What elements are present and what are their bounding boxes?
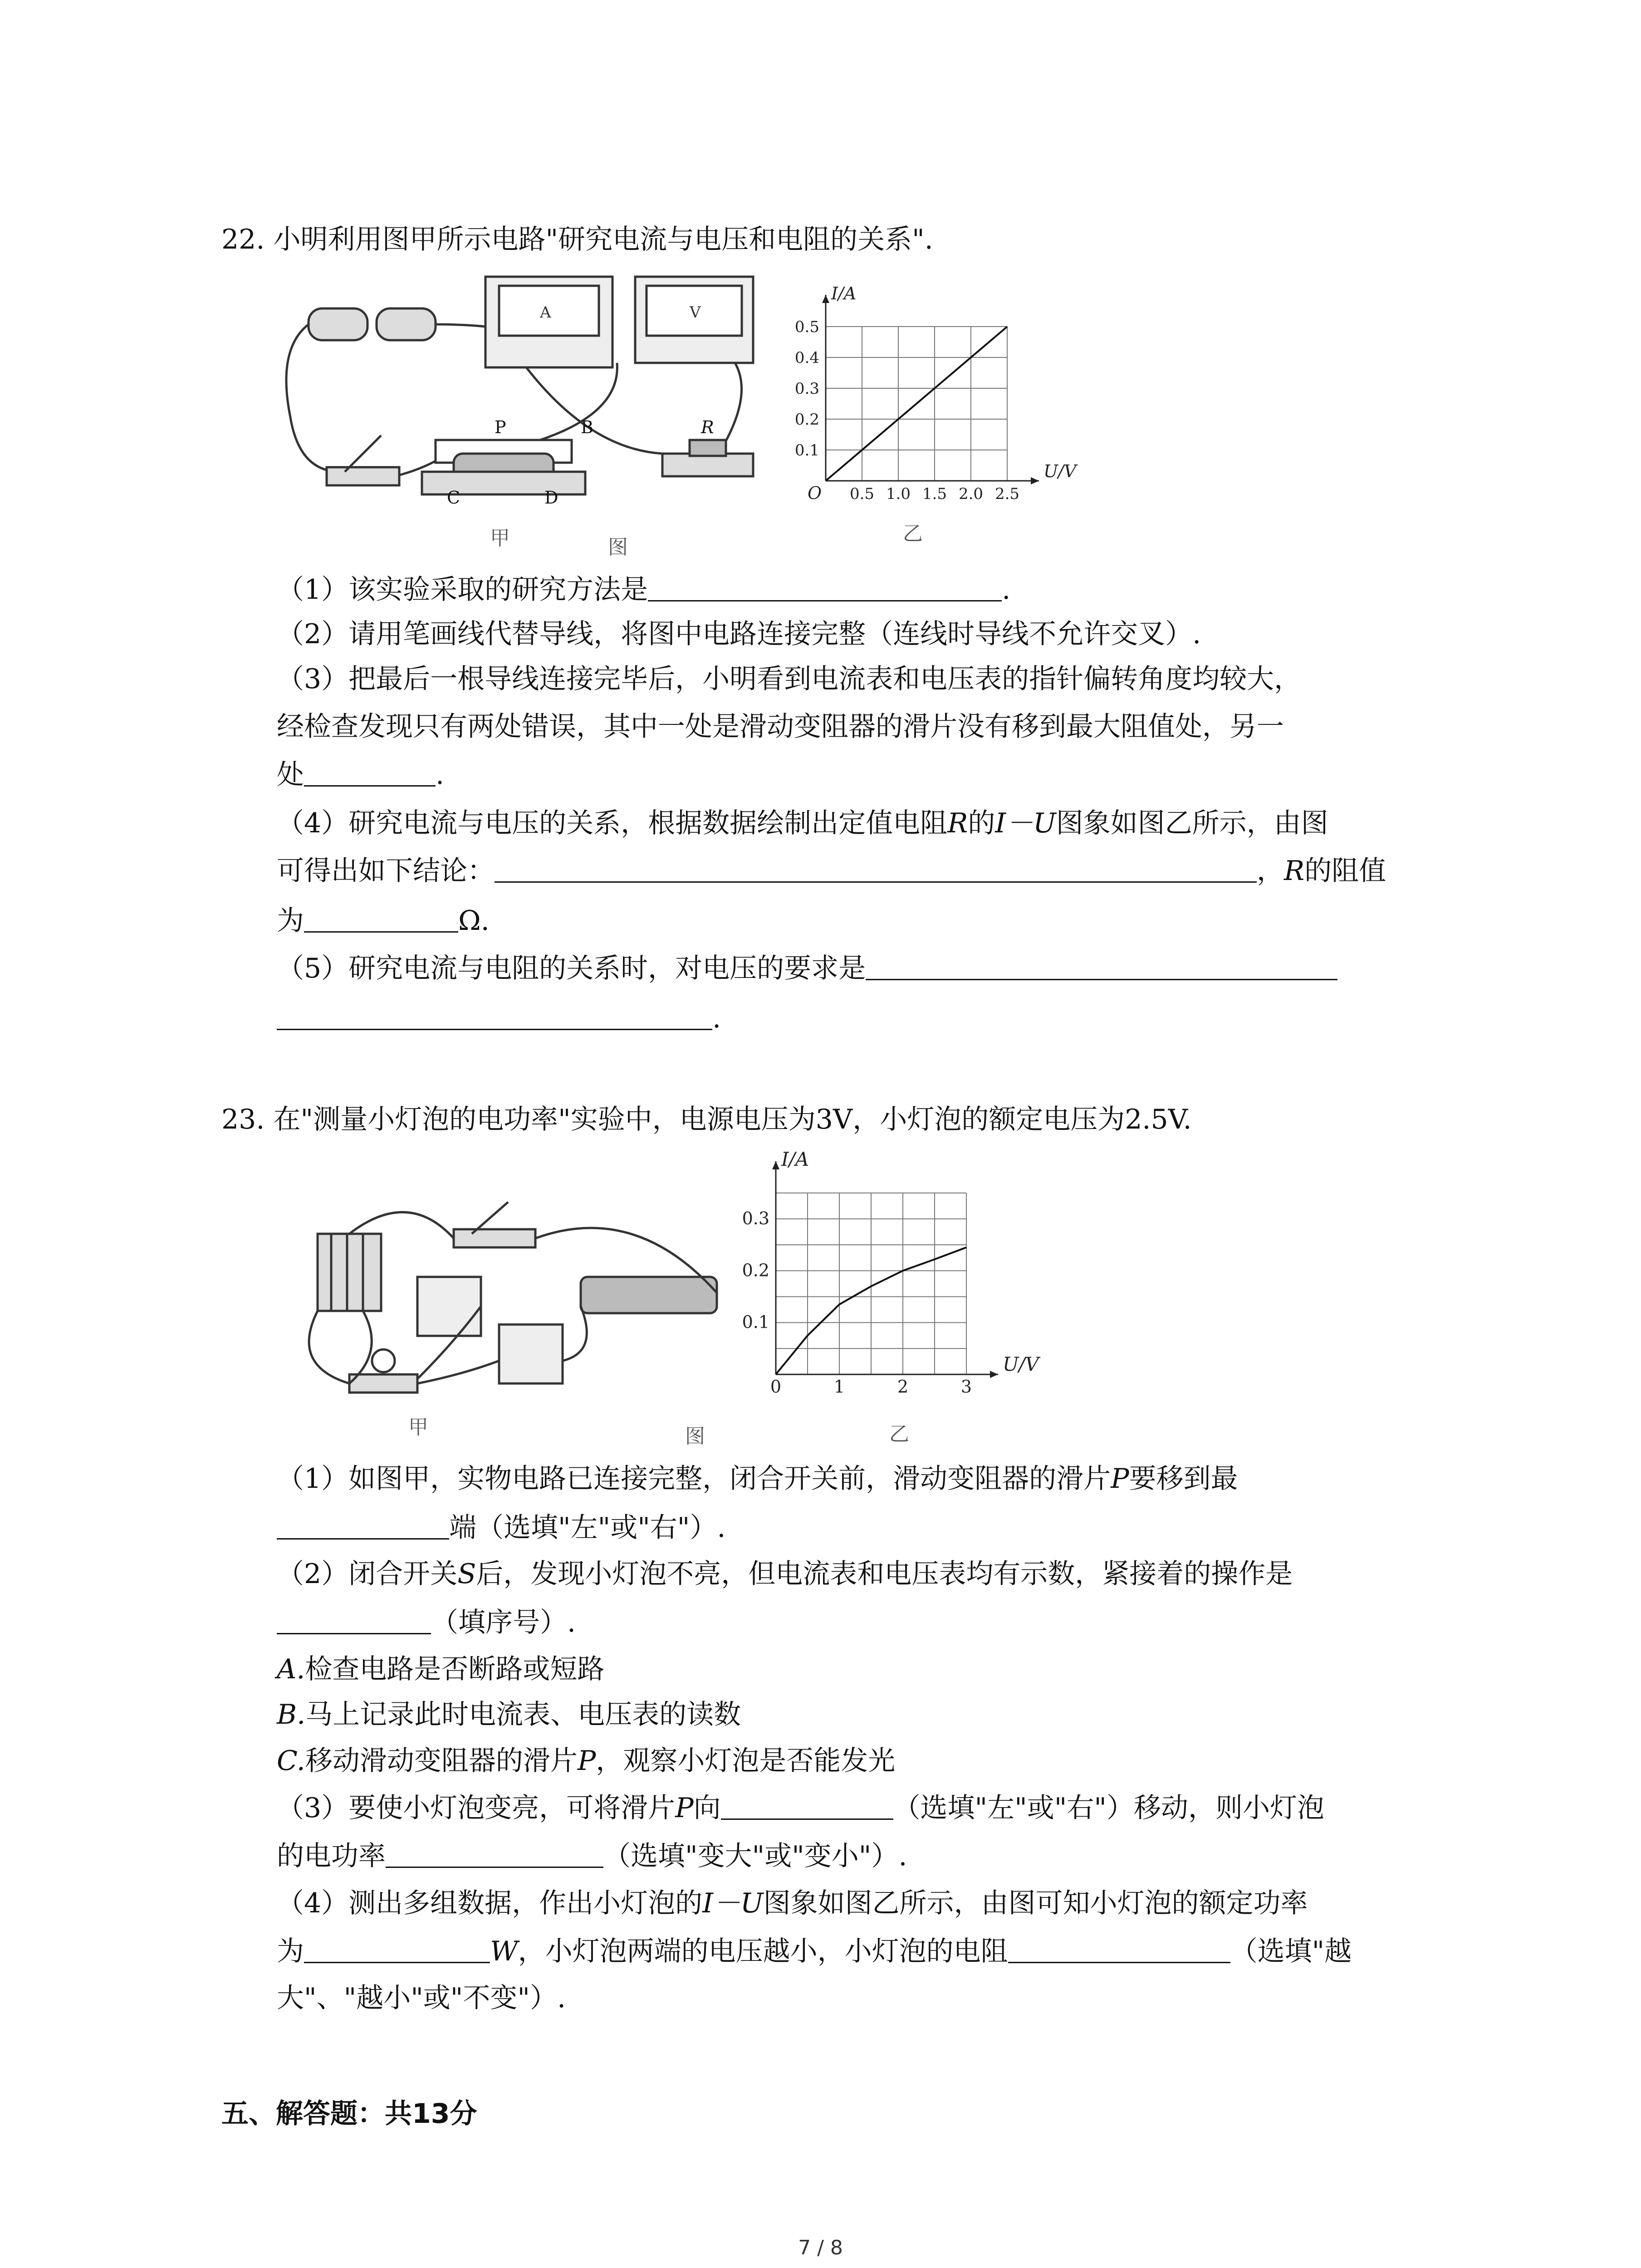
q23-part1-post: 要移到最 xyxy=(1129,1463,1238,1495)
x-tick-label: 1 xyxy=(833,1377,845,1397)
q23-part4-power-blank[interactable] xyxy=(304,1935,490,1963)
q23-part4-post: 图象如图乙所示，由图可知小灯泡的额定功率 xyxy=(763,1887,1308,1919)
q22-part1-text: （1）该实验采取的研究方法是 xyxy=(277,574,648,606)
y-tick-label: 0.3 xyxy=(742,1208,769,1229)
q22-part5 xyxy=(277,950,1337,987)
q23-caption-jia: 甲 xyxy=(408,1416,428,1439)
q22-part4-line2-post: 的阻值 xyxy=(1304,855,1386,887)
q23-part2-line1 xyxy=(277,1556,1293,1592)
q22-part5-blank-a[interactable] xyxy=(866,952,1337,980)
q22-part5-text: （5）研究电流与电阻的关系时，对电压的要求是 xyxy=(277,953,866,984)
page-number: 7 / 8 xyxy=(798,2236,843,2259)
q23-part4-line2-mid: ，小灯泡两端的电压越小，小灯泡的电阻 xyxy=(518,1936,1008,1967)
y-tick-label: 0.1 xyxy=(742,1312,769,1332)
series-line xyxy=(826,327,1007,481)
q23-caption-yi: 乙 xyxy=(889,1422,909,1446)
q22-voltmeter-label: V xyxy=(690,303,701,322)
q23-part1-pre: （1）如图甲，实物电路已连接完整，闭合开关前，滑动变阻器的滑片 xyxy=(277,1463,1111,1495)
q23-part1-line1 xyxy=(277,1461,1238,1497)
q23-stem xyxy=(221,1101,1192,1138)
q23-part4-line1 xyxy=(277,1885,1308,1921)
q22-part4-line1 xyxy=(277,805,1328,841)
q23-option-c xyxy=(277,1743,895,1779)
q23-part4-line2 xyxy=(277,1933,1352,1970)
x-axis-arrow xyxy=(990,1371,998,1378)
q22-part3-end: . xyxy=(436,759,445,791)
q23-part2-line2 xyxy=(277,1604,576,1641)
q23-part4-resistance-blank[interactable] xyxy=(1008,1935,1230,1963)
q23-option-c-text: 移动滑动变阻器的滑片 xyxy=(305,1745,578,1777)
y-axis-arrow xyxy=(772,1161,779,1169)
q22-part4-post: 图象如图乙所示，由图 xyxy=(1056,807,1328,839)
section-5-heading: 五、解答题：共13分 xyxy=(221,2098,477,2130)
q23-part3-line2 xyxy=(277,1838,907,1874)
q23-part3-line1 xyxy=(277,1790,1324,1826)
q22-part4-line3 xyxy=(277,903,490,939)
q23-part3-post: （选填"左"或"右"）移动，则小灯泡 xyxy=(893,1792,1324,1824)
q23-part3-mid: 向 xyxy=(693,1792,721,1824)
q22-part3-pre: 处 xyxy=(277,759,304,791)
y-axis-arrow xyxy=(822,295,829,303)
q23-part2-line2-text: （填序号）. xyxy=(431,1607,576,1638)
q22-part4-line2 xyxy=(277,853,1386,889)
q22-part3-line2: 经检查发现只有两处错误，其中一处是滑动变阻器的滑片没有移到最大阻值处，另一 xyxy=(277,711,1284,743)
q23-iu-chart xyxy=(735,1148,1080,1424)
q23-part3-P: P xyxy=(675,1792,694,1824)
y-tick-label: 0.2 xyxy=(742,1260,769,1281)
origin-label: O xyxy=(808,483,822,503)
q22-part4-line2-pre: 可得出如下结论： xyxy=(277,855,495,887)
y-axis-label: I/A xyxy=(781,1148,809,1170)
q22-part5-blank-b[interactable] xyxy=(277,1002,712,1030)
q23-part4-line2-pre: 为 xyxy=(277,1936,304,1967)
q22-label-D: D xyxy=(544,488,558,508)
q22-part4-de: 的 xyxy=(968,807,995,839)
q22-label-C: C xyxy=(447,488,460,508)
x-tick-label: 2.5 xyxy=(994,485,1020,503)
q22-part3-line1: （3）把最后一根导线连接完毕后，小明看到电流表和电压表的指针偏转角度均较大， xyxy=(277,663,1302,695)
q22-part5-end: . xyxy=(712,1002,721,1034)
q22-part4-pre: （4）研究电流与电压的关系，根据数据绘制出定值电阻 xyxy=(277,807,948,839)
q22-stem-text: 小明利用图甲所示电路"研究电流与电压和电阻的关系". xyxy=(273,224,933,255)
q23-part2-post: 后，发现小灯泡不亮，但电流表和电压表均有示数，紧接着的操作是 xyxy=(476,1558,1293,1590)
x-tick-label: 1.0 xyxy=(886,485,911,503)
q22-part5-line2 xyxy=(277,1000,721,1036)
q23-stem-end: . xyxy=(1183,1104,1192,1135)
q23-part3-pre: （3）要使小灯泡变亮，可将滑片 xyxy=(277,1792,676,1824)
x-axis-label: U/V xyxy=(1003,1353,1039,1375)
q23-part3-line2-pre: 的电功率 xyxy=(277,1840,386,1872)
q23-stem-mid: ，小灯泡的额定电压为 xyxy=(852,1104,1125,1135)
x-tick-label: 0.5 xyxy=(849,485,875,503)
q22-part2: （2）请用笔画线代替导线，将图中电路连接完整（连线时导线不允许交叉）. xyxy=(277,618,1201,650)
q22-part4-resistance-blank[interactable] xyxy=(304,904,458,933)
q22-part4-conclusion-blank[interactable] xyxy=(495,854,1257,883)
q22-ammeter-label: A xyxy=(540,303,551,322)
q23-option-c-P: P xyxy=(577,1745,596,1777)
q23-part2-pre: （2）闭合开关 xyxy=(277,1558,458,1590)
x-tick-label: 2 xyxy=(897,1377,909,1397)
q23-part3-direction-blank[interactable] xyxy=(721,1791,893,1820)
q22-label-P: P xyxy=(495,417,506,437)
y-axis-label: I/A xyxy=(831,284,857,303)
q22-part4-comma: ， xyxy=(1257,855,1284,887)
q23-option-c-letter: C. xyxy=(277,1745,305,1777)
y-tick-label: 0.1 xyxy=(794,441,819,459)
y-tick-label: 0.4 xyxy=(794,349,819,367)
q23-option-b-letter: B. xyxy=(277,1699,306,1730)
x-axis-label: U/V xyxy=(1043,461,1077,481)
q22-part1 xyxy=(277,572,1010,608)
q22-label-B: B xyxy=(581,417,593,437)
q23-part4-W: W xyxy=(490,1936,518,1967)
q22-part4-R2: R xyxy=(1284,855,1305,887)
q23-circuit-figure xyxy=(272,1161,726,1415)
q23-option-b-text: 马上记录此时电流表、电压表的读数 xyxy=(305,1699,741,1730)
q23-voltage-2-5v: 2.5V xyxy=(1125,1104,1183,1135)
q22-caption-yi: 乙 xyxy=(903,522,923,545)
q23-stem-pre: 在"测量小灯泡的电功率"实验中，电源电压为 xyxy=(273,1104,816,1135)
q23-option-c-post: ，观察小灯泡是否能发光 xyxy=(596,1745,896,1777)
q23-part3-line2-post: （选填"变大"或"变小"）. xyxy=(603,1840,907,1872)
q22-part4-R: R xyxy=(947,807,968,839)
q22-part4-line3-pre: 为 xyxy=(277,905,304,937)
q23-part1-line2-text: 端（选填"左"或"右"）. xyxy=(449,1512,726,1544)
y-tick-label: 0.5 xyxy=(794,318,819,336)
y-tick-label: 0.3 xyxy=(794,380,819,398)
q22-number: 22. xyxy=(221,224,265,255)
q22-part1-blank[interactable] xyxy=(648,573,1002,601)
q23-part4-pre: （4）测出多组数据，作出小灯泡的 xyxy=(277,1887,703,1919)
q23-part1-blank[interactable] xyxy=(277,1511,449,1540)
q23-voltage-3v: 3V xyxy=(815,1104,853,1135)
q22-part4-IU: I－U xyxy=(995,807,1056,839)
x-tick-label: 1.5 xyxy=(922,485,947,503)
q22-iu-chart xyxy=(780,284,1077,540)
y-tick-label: 0.2 xyxy=(794,411,819,429)
q22-part3-line3 xyxy=(277,757,444,793)
q22-circuit-figure xyxy=(272,259,771,549)
q23-number: 23. xyxy=(221,1104,265,1135)
q23-part3-power-blank[interactable] xyxy=(386,1839,603,1868)
x-tick-label: 0 xyxy=(770,1377,782,1397)
q22-label-R: R xyxy=(701,417,714,437)
q23-option-a-text: 检查电路是否断路或短路 xyxy=(305,1653,605,1685)
q23-part4-line3: 大"、"越小"或"不变"）. xyxy=(277,1982,566,2014)
q22-part3-blank[interactable] xyxy=(304,758,436,787)
q23-part1-line2 xyxy=(277,1510,725,1546)
q23-part4-IU: I－U xyxy=(702,1887,764,1919)
q23-caption-tu: 图 xyxy=(685,1425,705,1448)
q22-caption-jia: 甲 xyxy=(490,527,510,550)
q23-part2-blank[interactable] xyxy=(277,1606,431,1634)
q22-part1-end: . xyxy=(1002,574,1011,606)
q22-caption-tu: 图 xyxy=(608,536,628,559)
x-tick-label: 3 xyxy=(960,1377,972,1397)
q23-part4-line2-post: （选填"越 xyxy=(1230,1936,1352,1967)
q23-option-b xyxy=(277,1696,741,1733)
q23-option-a xyxy=(277,1651,604,1687)
q23-part2-S: S xyxy=(457,1558,476,1590)
q23-part1-P: P xyxy=(1111,1463,1129,1495)
q22-part4-unit: Ω. xyxy=(458,905,490,937)
x-axis-arrow xyxy=(1031,477,1039,484)
x-tick-label: 2.0 xyxy=(958,485,984,503)
q23-option-a-letter: A. xyxy=(277,1653,305,1685)
q22-stem xyxy=(221,221,933,258)
